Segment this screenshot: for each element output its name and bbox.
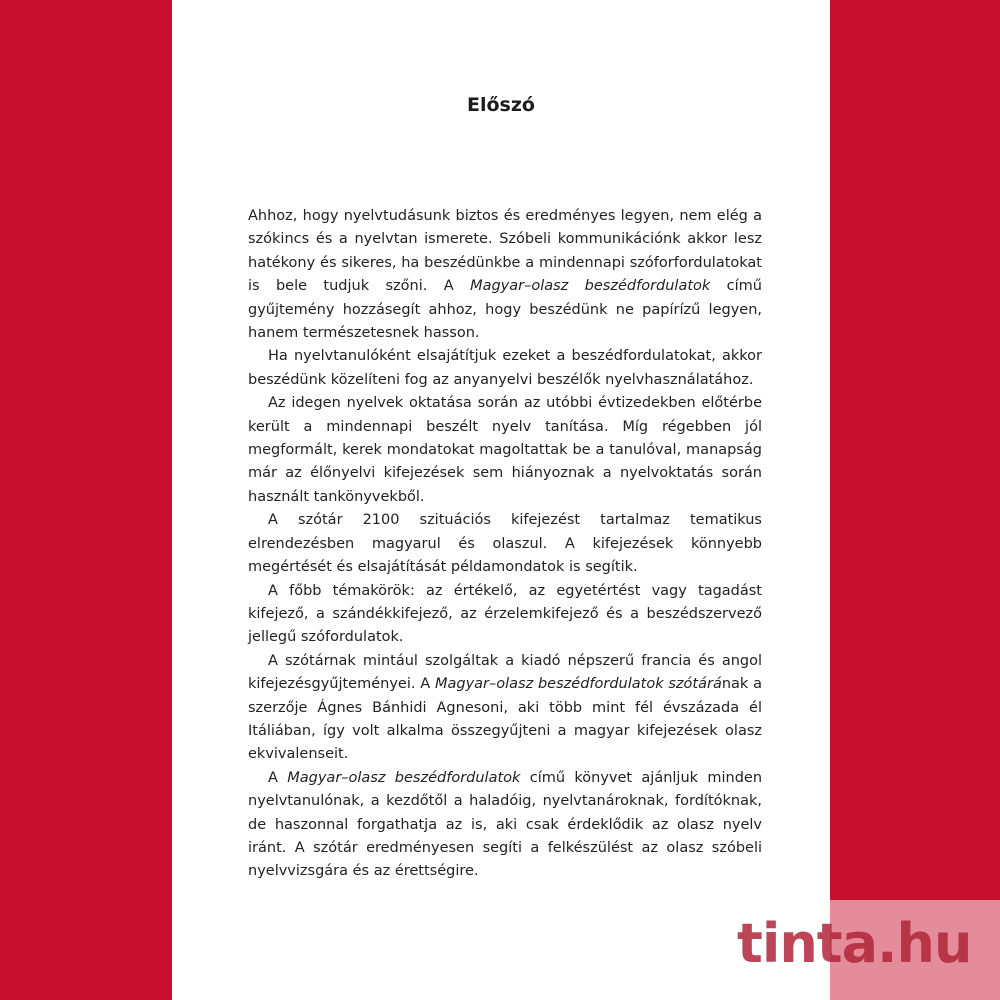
paragraph (248, 345, 762, 392)
text-run: Ahhoz, hogy nyelvtudásunk biztos és eredményes legyen, nem elég a szókincs és a nyelvtan ismerete. Szóbeli kommunikációnk akkor lesz hatékony és sikeres, ha beszédünkbe a mindennapi szóforfordulatokat is bele tudjuk szőni. A (248, 208, 762, 295)
book-page (172, 0, 830, 1000)
paragraph (248, 580, 762, 650)
preface-body (248, 205, 762, 884)
paragraph (248, 650, 762, 767)
text-run: Ha nyelvtanulóként elsajátítjuk ezeket a beszédfordulatokat, akkor beszédünk közelíteni fog az anyanyelvi beszélők nyelvhasználatához. (248, 348, 762, 388)
italic-title-run: Magyar–olasz beszédfordulatok (470, 278, 711, 295)
paragraph (248, 392, 762, 509)
paragraph (248, 767, 762, 884)
text-run: A szótárnak mintául szolgáltak a kiadó népszerű francia és angol kifejezésgyűjteményei. A (248, 652, 762, 693)
watermark-logo: tinta.hu (737, 912, 972, 975)
page-title: Előszó (467, 94, 535, 116)
text-run: Az idegen nyelvek oktatása során az utóbbi évtizedekben előtérbe került a mindennapi beszélt nyelv tanítása. Míg régebben jól megformált, kerek mondatokat magoltattak be a tanulóval, manapság már az élőnyelvi kifejezések sem hiányoznak a nyelvoktatás során használt tankönyvekből. (248, 395, 762, 505)
italic-title-run: Magyar–olasz beszédfordulatok (287, 769, 521, 786)
text-run: nak a szerzője Ágnes Bánhidi Agnesoni, aki több mint fél évszázada él Itáliában, így volt alkalma összegyűjteni a magyar kifejezések olasz ekvivalenseit. (248, 676, 762, 763)
text-run: című gyűjtemény hozzásegít ahhoz, hogy beszédünk ne papírízű legyen, hanem természetesnek hasson. (248, 278, 762, 342)
text-run: A szótár 2100 szituációs kifejezést tartalmaz tematikus elrendezésben magyarul és olaszul. A kifejezések könnyebb megértését és elsajátítását példamondatok is segítik. (248, 512, 762, 576)
text-run: A főbb témakörök: az értékelő, az egyetértést vagy tagadást kifejező, a szándékkifejező, az érzelemkifejező és a beszédszervező jellegű szófordulatok. (248, 582, 762, 646)
text-run: A (268, 769, 288, 786)
text-run: című könyvet ajánljuk minden nyelvtanulónak, a kezdőtől a haladóig, nyelvtanároknak, fordítóknak, de haszonnal forgathatja az is, aki csak érdeklődik az olasz nyelv iránt. A szótár eredményesen segíti a felkészülést az olasz szóbeli nyelvvizsgára és az érettségire. (248, 769, 763, 880)
paragraph (248, 205, 762, 345)
italic-title-run: Magyar–olasz beszédfordulatok szótárá (434, 676, 722, 693)
paragraph (248, 509, 762, 579)
